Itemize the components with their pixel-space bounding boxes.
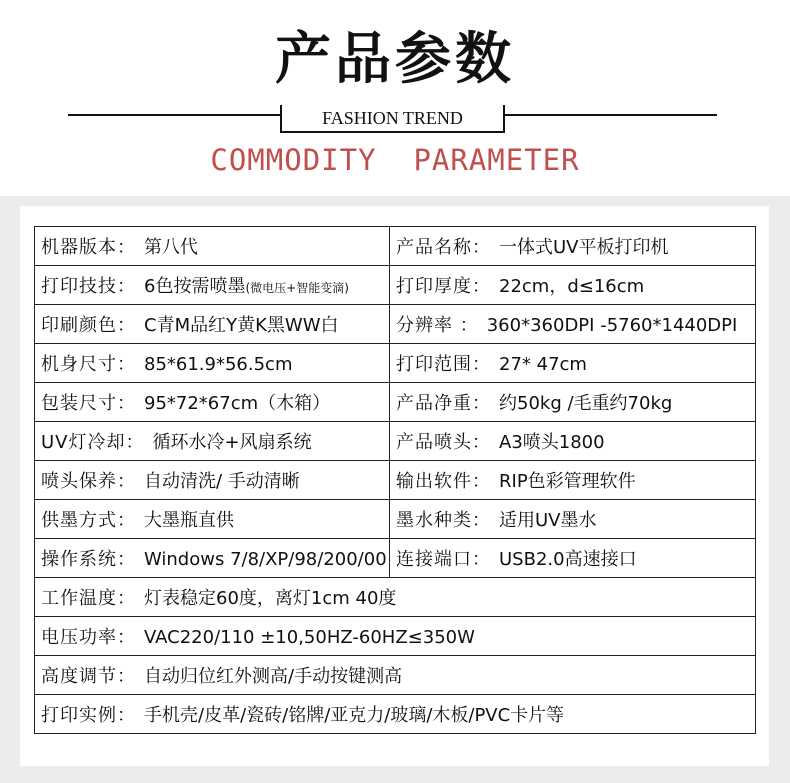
param-label: UV灯冷却： bbox=[41, 432, 145, 453]
table-row bbox=[35, 461, 756, 500]
parameter-table bbox=[34, 226, 756, 734]
param-label: 喷头保养： bbox=[41, 471, 136, 492]
param-cell bbox=[390, 539, 756, 578]
param-label: 打印范围： bbox=[396, 354, 491, 375]
param-cell-full bbox=[35, 656, 756, 695]
param-value: 95*72*67cm（木箱） bbox=[144, 393, 331, 414]
param-cell bbox=[390, 227, 756, 266]
param-cell bbox=[35, 227, 390, 266]
param-note: (微电压+智能变滴) bbox=[245, 281, 349, 295]
page-header bbox=[0, 0, 790, 196]
param-label: 产品喷头： bbox=[396, 432, 491, 453]
param-cell-full bbox=[35, 695, 756, 734]
param-label: 分辨率 ： bbox=[396, 315, 479, 336]
param-label: 产品净重： bbox=[396, 393, 491, 414]
param-cell-full bbox=[35, 578, 756, 617]
table-row bbox=[35, 344, 756, 383]
param-label: 产品名称： bbox=[396, 237, 491, 258]
divider-left bbox=[68, 114, 282, 116]
table-row bbox=[35, 578, 756, 617]
param-label: 墨水种类： bbox=[396, 510, 491, 531]
param-value: VAC220/110 ±10,50HZ-60HZ≤350W bbox=[144, 627, 475, 648]
param-value: 约50kg /毛重约70kg bbox=[499, 393, 673, 414]
param-cell-full bbox=[35, 617, 756, 656]
param-cell bbox=[390, 344, 756, 383]
param-value: Windows 7/8/XP/98/200/00 bbox=[144, 549, 387, 570]
param-cell bbox=[390, 266, 756, 305]
param-label: 打印技技： bbox=[41, 276, 136, 297]
table-row bbox=[35, 305, 756, 344]
param-value: 适用UV墨水 bbox=[499, 510, 597, 531]
param-value: 22cm，d≤16cm bbox=[499, 276, 645, 297]
table-row bbox=[35, 500, 756, 539]
subtitle-fashion-trend: FASHION TREND bbox=[322, 108, 463, 128]
param-cell bbox=[35, 383, 390, 422]
param-value: 自动清洗/ 手动清晰 bbox=[144, 471, 300, 492]
param-cell bbox=[35, 539, 390, 578]
param-cell bbox=[390, 461, 756, 500]
table-row bbox=[35, 695, 756, 734]
divider-right bbox=[505, 114, 717, 116]
param-cell bbox=[390, 500, 756, 539]
param-cell bbox=[390, 305, 756, 344]
param-label: 打印厚度： bbox=[396, 276, 491, 297]
param-cell bbox=[35, 500, 390, 539]
param-cell bbox=[35, 422, 390, 461]
param-value: 第八代 bbox=[144, 237, 198, 258]
param-cell bbox=[35, 305, 390, 344]
param-value: A3喷头1800 bbox=[499, 432, 605, 453]
param-value: 手机壳/皮革/瓷砖/铭牌/亚克力/玻璃/木板/PVC卡片等 bbox=[144, 705, 565, 726]
param-label: 印刷颜色： bbox=[41, 315, 136, 336]
param-value: 灯表稳定60度，离灯1cm 40度 bbox=[144, 588, 397, 609]
param-value: USB2.0高速接口 bbox=[499, 549, 637, 570]
param-cell bbox=[35, 461, 390, 500]
param-value: 27* 47cm bbox=[499, 354, 587, 375]
table-row bbox=[35, 539, 756, 578]
param-label: 连接端口： bbox=[396, 549, 491, 570]
param-cell bbox=[35, 344, 390, 383]
param-value: 大墨瓶直供 bbox=[144, 510, 234, 531]
param-label: 打印实例： bbox=[41, 705, 136, 726]
param-value: 85*61.9*56.5cm bbox=[144, 354, 293, 375]
param-value: 360*360DPI -5760*1440DPI bbox=[486, 315, 738, 336]
table-row bbox=[35, 266, 756, 305]
page-title: 产品参数 bbox=[275, 26, 515, 92]
table-row bbox=[35, 617, 756, 656]
param-label: 机身尺寸： bbox=[41, 354, 136, 375]
param-value: C青M品红Y黄K黑WW白 bbox=[144, 315, 339, 336]
param-label: 输出软件： bbox=[396, 471, 491, 492]
param-cell bbox=[390, 383, 756, 422]
subtitle-commodity-parameter: COMMODITY PARAMETER bbox=[210, 143, 580, 177]
param-label: 高度调节： bbox=[41, 666, 136, 687]
param-label: 供墨方式： bbox=[41, 510, 136, 531]
param-cell bbox=[35, 266, 390, 305]
param-label: 电压功率： bbox=[41, 627, 136, 648]
param-value: 一体式UV平板打印机 bbox=[499, 237, 669, 258]
table-row bbox=[35, 656, 756, 695]
param-label: 机器版本： bbox=[41, 237, 136, 258]
param-label: 操作系统： bbox=[41, 549, 136, 570]
param-value: RIP色彩管理软件 bbox=[499, 471, 636, 492]
param-value: 6色按需喷墨 bbox=[144, 276, 246, 297]
param-label: 工作温度： bbox=[41, 588, 136, 609]
param-value: 自动归位红外测高/手动按键测高 bbox=[144, 666, 403, 687]
table-row bbox=[35, 422, 756, 461]
param-label: 包装尺寸： bbox=[41, 393, 136, 414]
param-cell bbox=[390, 422, 756, 461]
table-row bbox=[35, 227, 756, 266]
param-value: 循环水冷+风扇系统 bbox=[152, 432, 312, 453]
table-row bbox=[35, 383, 756, 422]
